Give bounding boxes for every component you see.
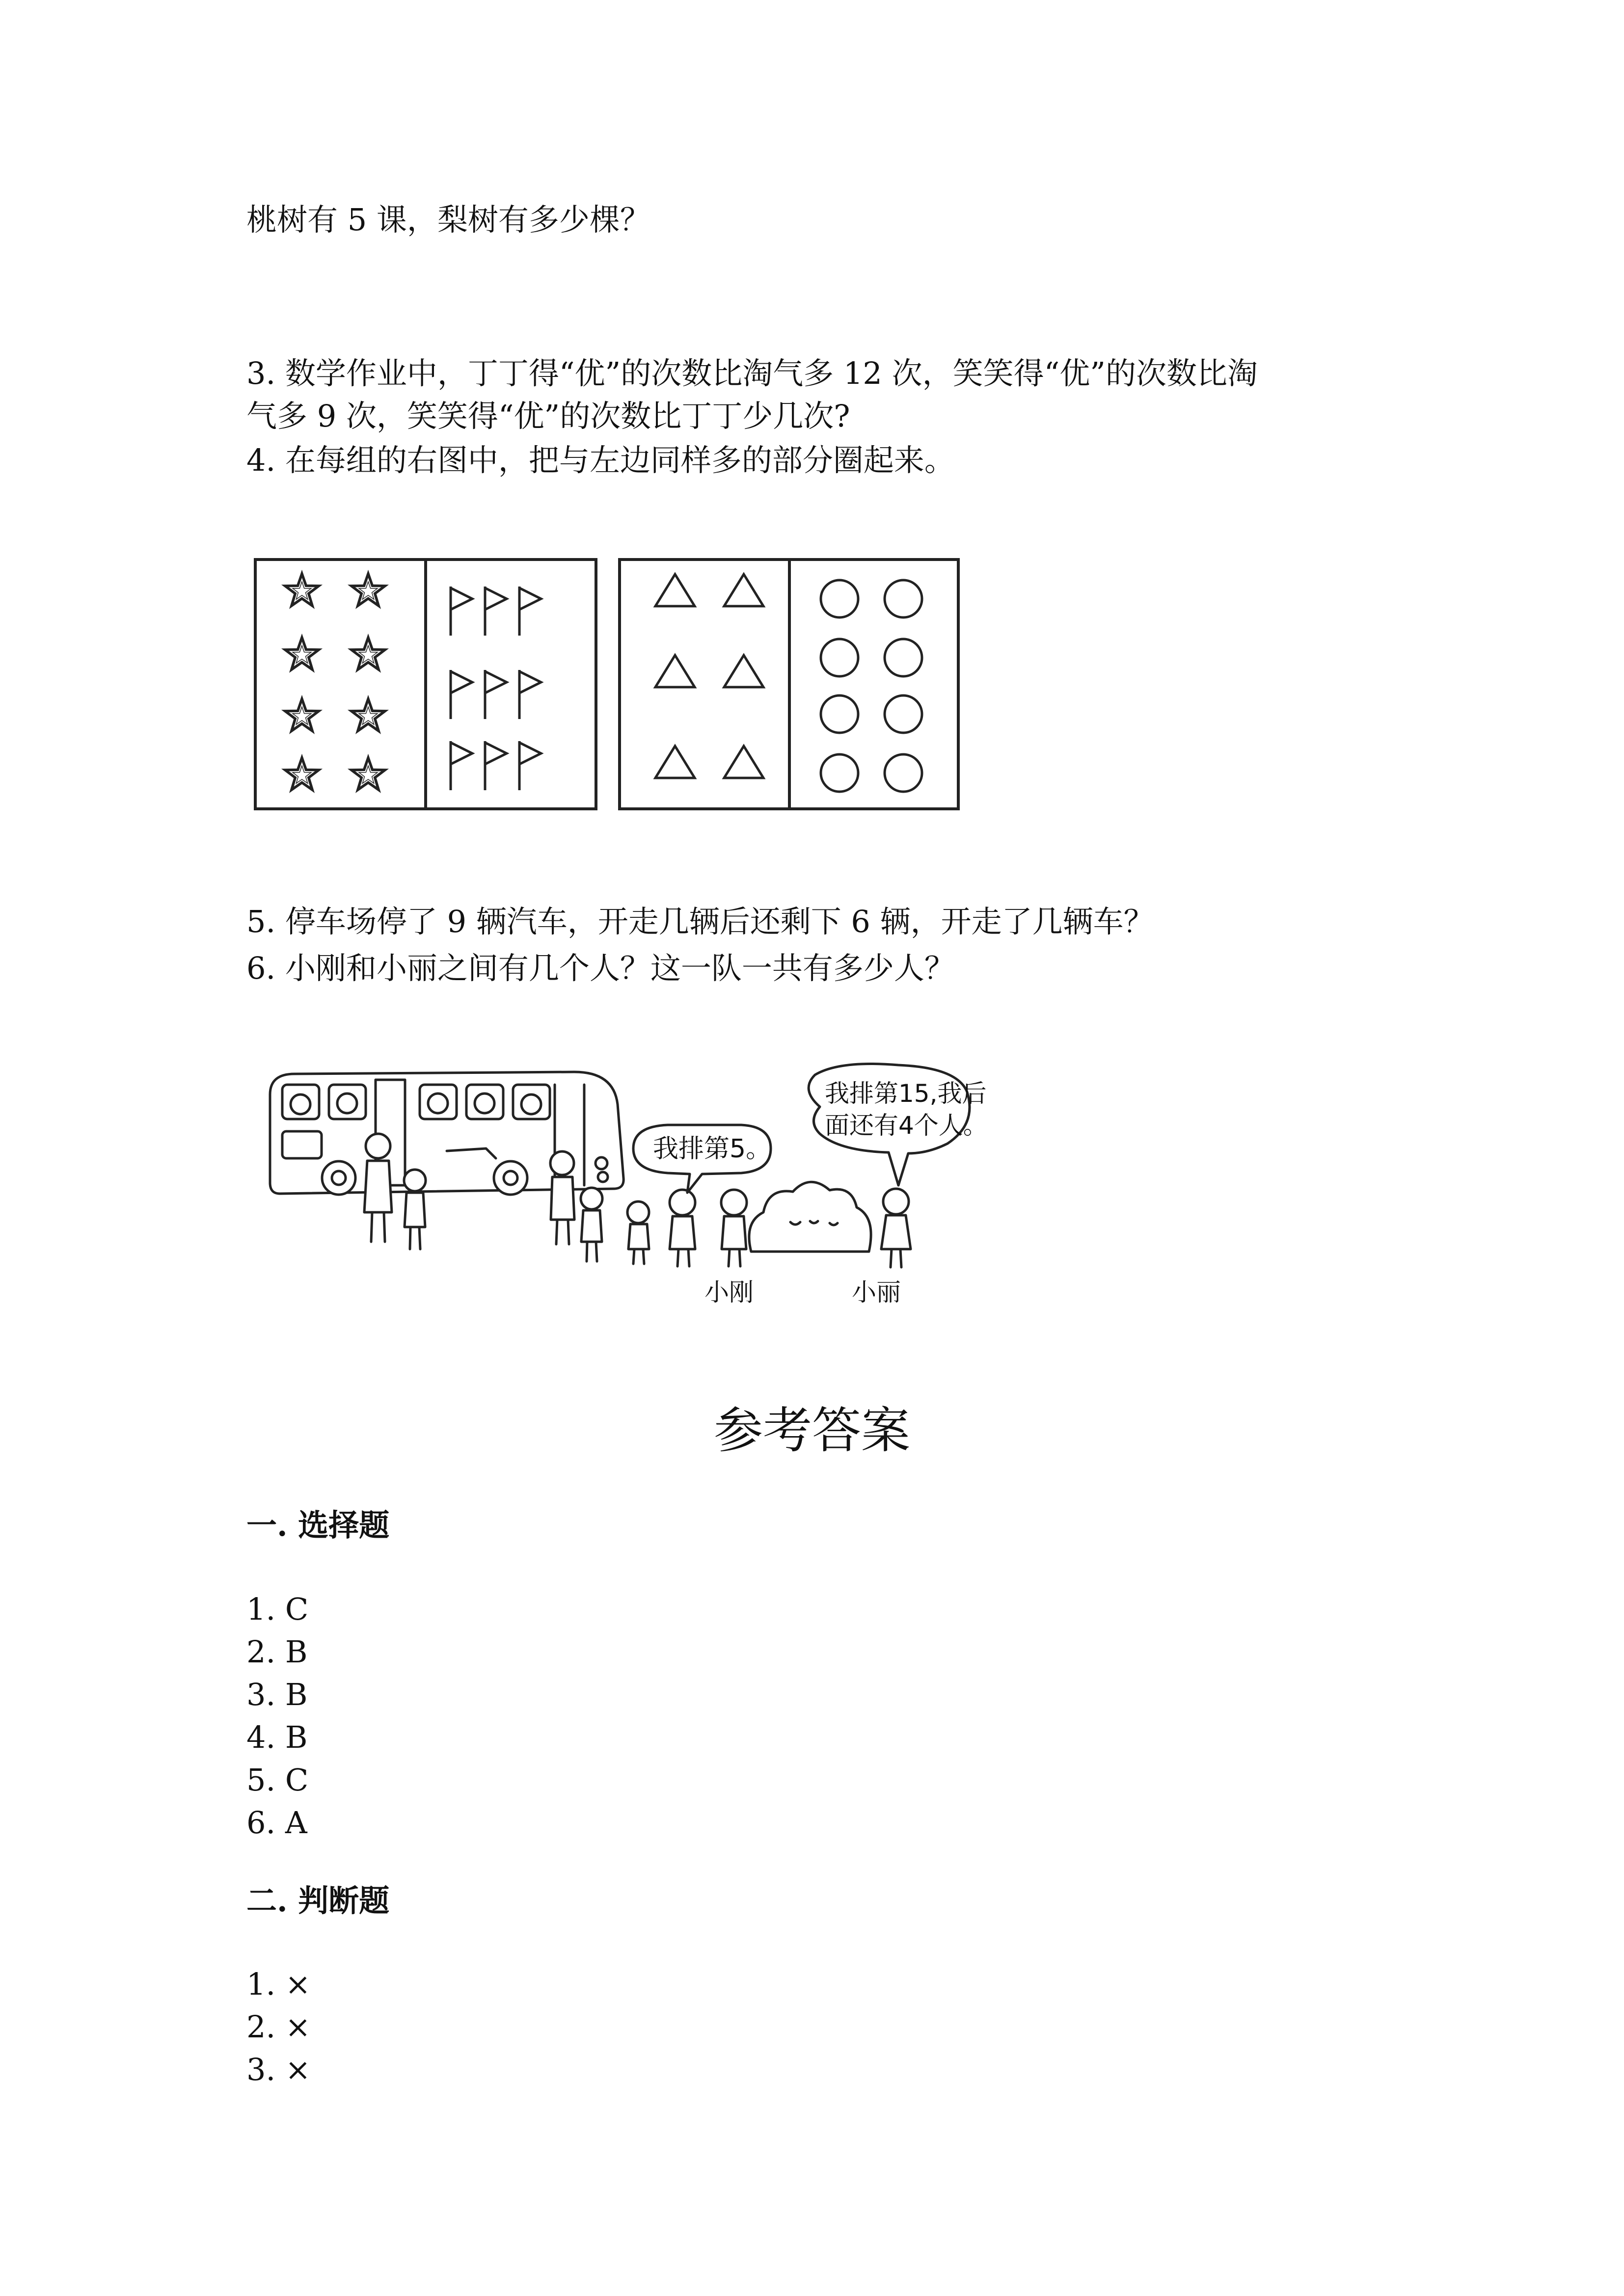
circle-icon (885, 639, 922, 676)
circle-icon (885, 754, 922, 792)
star-icon (352, 638, 385, 669)
triangle-icon-group (655, 574, 763, 778)
flag-icon (485, 670, 507, 719)
label-xiaogang: 小刚 (704, 1278, 754, 1307)
flag-icon (519, 741, 541, 790)
circle-icon (821, 754, 858, 792)
question-3-line-2: 气多 9 次，笑笑得“优”的次数比丁丁少几次? (246, 398, 850, 434)
answer-item: 3. B (246, 1677, 308, 1712)
speech-right-text-2: 面还有4个人。 (825, 1111, 988, 1140)
circle-icon (885, 695, 922, 733)
star-icon (352, 758, 385, 790)
matching-figure (255, 560, 967, 815)
answer-item: 1. × (246, 1966, 311, 2002)
triangle-icon (724, 655, 763, 687)
bush-icon (749, 1182, 871, 1252)
triangle-icon (724, 574, 763, 606)
flag-icon (451, 670, 472, 719)
bus-queue-illustration (260, 1065, 1070, 1320)
circle-icon (821, 695, 858, 733)
star-icon (352, 699, 385, 731)
star-icon (285, 638, 319, 669)
label-xiaoli: 小丽 (852, 1278, 901, 1307)
speech-left-text: 我排第5。 (653, 1134, 772, 1164)
people-near-bus (364, 1134, 602, 1261)
section-1-heading: 一. 选择题 (246, 1507, 390, 1543)
answer-item: 6. A (246, 1805, 307, 1841)
answer-item: 2. B (246, 1634, 308, 1670)
flag-icon-group (451, 587, 541, 790)
triangle-icon (655, 655, 695, 687)
flag-icon (519, 587, 541, 636)
triangle-icon (655, 574, 695, 606)
circle-icon (821, 639, 858, 676)
triangle-icon (724, 746, 763, 778)
speech-right-text-1: 我排第15,我后 (825, 1079, 987, 1108)
question-4: 4. 在每组的右图中，把与左边同样多的部分圈起来。 (246, 442, 955, 478)
star-icon (285, 758, 319, 790)
question-6: 6. 小刚和小丽之间有几个人？这一队一共有多少人？ (246, 950, 955, 986)
answer-item: 3. × (246, 2052, 311, 2087)
flag-icon (451, 741, 472, 790)
answer-item: 2. × (246, 2009, 311, 2045)
question-3-line-1: 3. 数学作业中，丁丁得“优”的次数比淘气多 12 次，笑笑得“优”的次数比淘 (246, 355, 1258, 391)
star-icon-group (285, 574, 385, 790)
triangle-icon (655, 746, 695, 778)
flag-icon (485, 587, 507, 636)
star-icon (285, 699, 319, 731)
question-2-tail: 桃树有 5 课，梨树有多少棵？ (246, 202, 650, 238)
flag-icon (519, 670, 541, 719)
answer-item: 4. B (246, 1719, 308, 1755)
circle-icon (885, 580, 922, 617)
children-queue (627, 1182, 911, 1267)
answer-item: 5. C (246, 1762, 309, 1798)
flag-icon (485, 741, 507, 790)
question-5: 5. 停车场停了 9 辆汽车，开走几辆后还剩下 6 辆，开走了几辆车？ (246, 904, 1154, 939)
section-2-heading: 二. 判断题 (246, 1883, 390, 1919)
answer-item: 1. C (246, 1591, 309, 1627)
star-icon (285, 574, 319, 606)
flag-icon (451, 587, 472, 636)
answers-title: 参考答案 (714, 1402, 910, 1459)
circle-icon (821, 580, 858, 617)
circle-icon-group (821, 580, 922, 792)
star-icon (352, 574, 385, 606)
